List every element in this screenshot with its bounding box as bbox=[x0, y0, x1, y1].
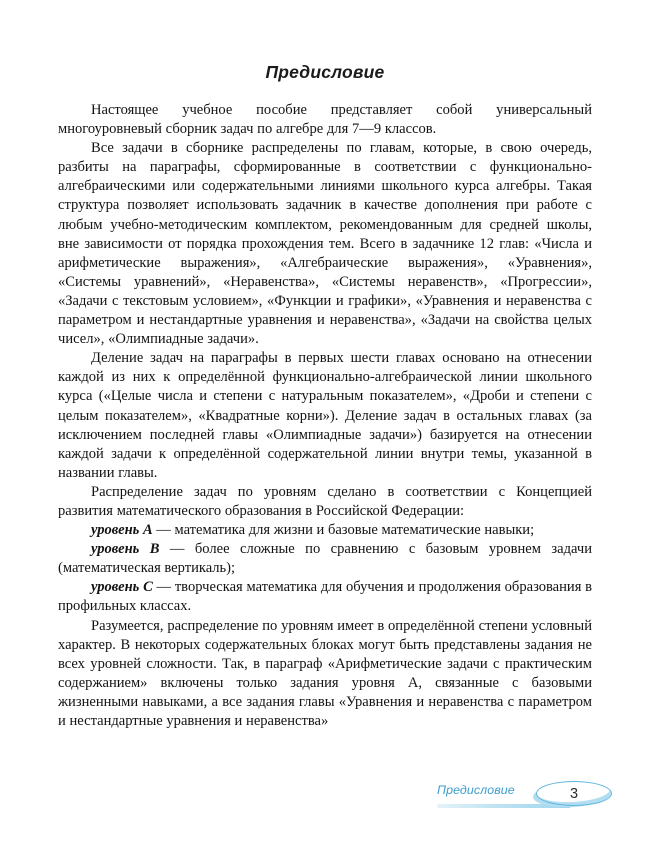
level-text-a: — математика для жизни и базовые математические навыки; bbox=[152, 522, 535, 539]
level-entry-c bbox=[58, 578, 592, 616]
footer-section-label: Предисловие bbox=[437, 783, 515, 797]
page-title: Предисловие bbox=[265, 62, 385, 82]
body-text-column bbox=[58, 101, 592, 731]
level-text-c: — творческая математика для обучения и продолжения образования в профильных классах. bbox=[58, 579, 593, 615]
paragraph-sections: Деление задач на параграфы в первых шести главах основано на отнесении каждой из них к определённой функционально-алгебраической линии школьного курса («Целые числа и степени с натуральным показателем», «Дроби и степени с целым показателем», «Квадратные корни»). Деление задач в остальных главах (за исключением последней главы «Олимпиадные задачи») базируется на отнесении каждой задачи к определённой содержательной линии внутри темы, указанной в названии главы. bbox=[58, 350, 592, 481]
page-footer bbox=[437, 782, 617, 822]
level-label-a: уровень A bbox=[91, 522, 153, 539]
level-label-b: уровень B bbox=[91, 541, 160, 558]
paragraph-levels-intro: Распределение задач по уровням сделано в соответствии с Концепцией развития математического образования в Российской Федерации: bbox=[58, 483, 592, 519]
paragraph-intro: Настоящее учебное пособие представляет собой универсальный многоуровневый сборник задач по алгебре для 7—9 классов. bbox=[58, 102, 592, 138]
level-entry-a bbox=[58, 521, 592, 540]
page-number: 3 bbox=[569, 785, 579, 802]
paragraph-chapters: Все задачи в сборнике распределены по главам, которые, в свою очередь, разбиты на параграфы, сформированные в соответствии с функционально-алгебраическими или содержательными линиями школьного курса алгебры. Такая структура позволяет использовать задачник в качестве дополнения при работе с любым учебно-методическим комплектом, рекомендованным для средней школы, вне зависимости от порядка прохождения тем. Всего в задачнике 12 глав: «Числа и арифметические выражения», «Алгебраические выражения», «Уравнения», «Системы уравнений», «Неравенства», «Системы неравенств», «Прогрессии», «Задачи с текстовым условием», «Функции и графики», «Уравнения и неравенства с параметром и нестандартные уравнения и неравенства», «Задачи на свойства целых чисел», «Олимпиадные задачи». bbox=[58, 140, 592, 348]
paragraph-closing: Разумеется, распределение по уровням имеет в определённой степени условный характер. В некоторых содержательных блоках могут быть представлены задания не всех уровней сложности. Так, в параграф «Арифметические задачи с практическим содержанием» включены только задания уровня A, связанные с базовыми жизненными навыками, а все задания главы «Уравнения и неравенства с параметром и нестандартные уравнения и неравенства» bbox=[58, 617, 592, 729]
level-label-c: уровень C bbox=[91, 579, 153, 596]
level-text-b: — более сложные по сравнению с базовым уровнем задачи (математическая вертикаль); bbox=[58, 541, 592, 577]
level-entry-b bbox=[58, 540, 592, 578]
